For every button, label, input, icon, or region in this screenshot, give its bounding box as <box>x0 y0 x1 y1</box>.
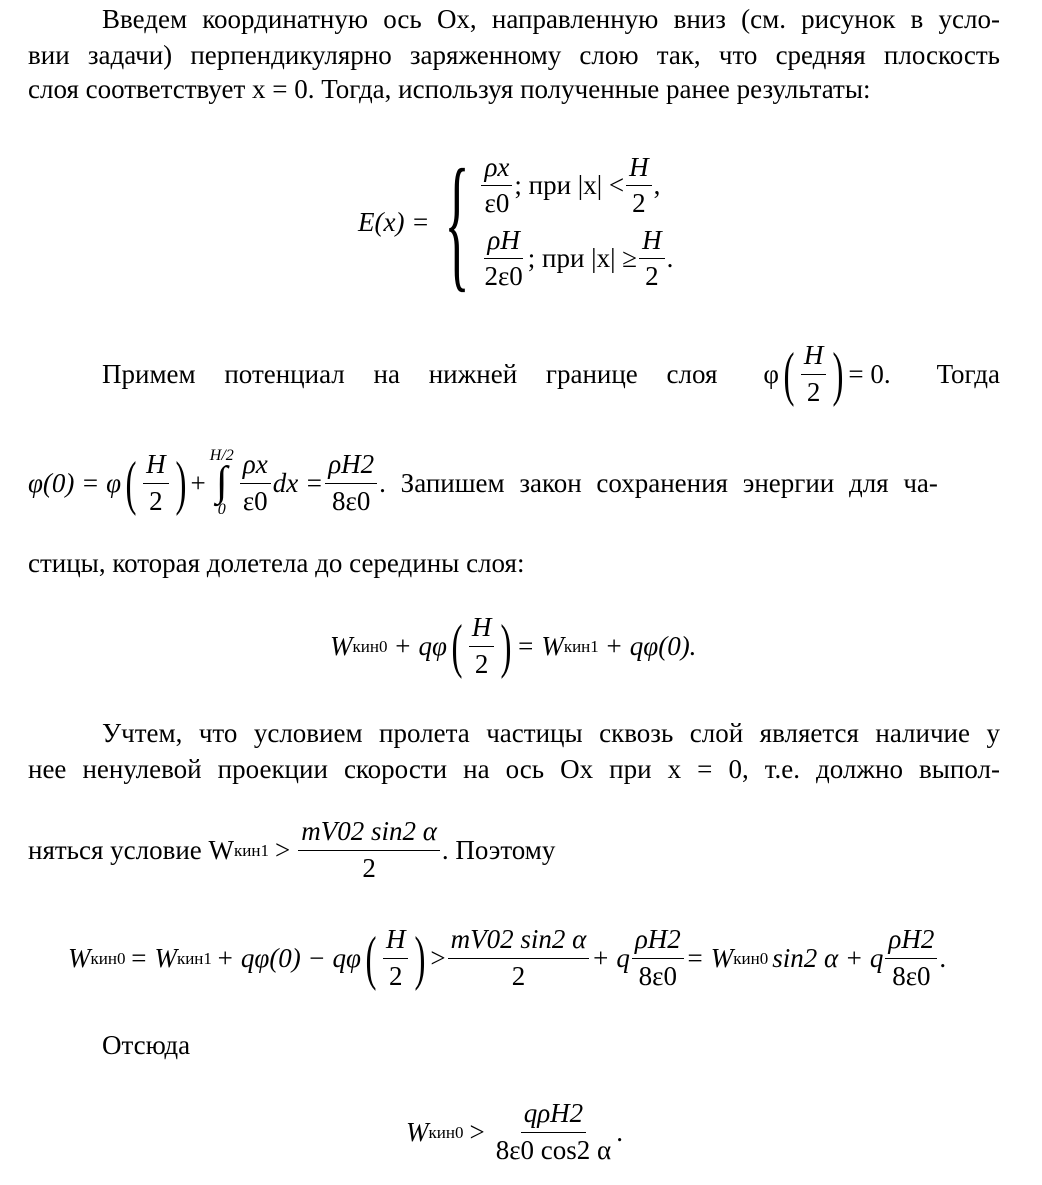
ineq-num3: ρH2 <box>632 924 684 958</box>
p3-denominator: 2 <box>149 485 163 516</box>
case1-denominator: ε0 <box>484 187 510 218</box>
p3-numerator: H <box>143 449 169 483</box>
paragraph-1-line-3: слоя соответствует x = 0. Тогда, используя полученные ранее результаты: <box>28 74 871 104</box>
paragraph-4: стицы, которая долетела до середины слоя: <box>28 548 525 578</box>
paragraph-3-text: . Запишем закон сохранения энергии для ча- <box>379 467 938 498</box>
paragraph-5-line-1: Учтем, что условием пролета частицы сквозь слой является наличие у <box>102 718 1000 748</box>
integral <box>210 448 234 518</box>
paragraph-1-line-1: Введем координатную ось Ox, направленную вниз (см. рисунок в усло- <box>102 4 1000 34</box>
final-lhs-sub: кин0 <box>428 1122 464 1142</box>
case2-cond-denominator: 2 <box>645 261 659 292</box>
ineq-lhs-sub: кин0 <box>90 948 126 968</box>
p3-plus: + <box>190 467 206 498</box>
p5-post: . Поэтому <box>441 834 556 865</box>
final-denominator: 8ε0 cos2 α <box>495 1134 612 1165</box>
case1-end: , <box>653 169 661 200</box>
integrand-numerator: ρx <box>240 449 271 483</box>
paragraph-2-phi-expr <box>763 340 890 407</box>
ineq-gt: > <box>430 942 446 973</box>
energy-eq: = W <box>516 630 564 661</box>
p5-denominator: 2 <box>362 852 376 883</box>
case2-denominator: 2ε0 <box>484 261 523 292</box>
right-paren: ) <box>500 613 512 679</box>
case2-cond-numerator: H <box>639 225 665 259</box>
paragraph-6: Отсюда <box>102 1030 191 1060</box>
ineq-p2: + qφ(0) − qφ <box>215 942 361 973</box>
phi0-lhs: φ(0) = φ <box>28 467 122 498</box>
left-paren: ( <box>365 925 377 991</box>
integral-upper-limit: H/2 <box>209 447 234 465</box>
final-lhs: W <box>406 1116 429 1147</box>
integrand-denominator: ε0 <box>242 485 268 516</box>
p2-tail: = 0. <box>848 358 891 389</box>
equation-final <box>406 1092 623 1172</box>
equation-inequality <box>68 916 946 1000</box>
integral-lower-limit: 0 <box>217 500 226 518</box>
right-paren: ) <box>832 341 844 407</box>
ineq-eq2-sub: кин0 <box>733 948 769 968</box>
p5-numerator: mV02 sin2 α <box>298 816 440 850</box>
paragraph-1-line-2: вии задачи) перпендикулярно заряженному слою так, что средняя плоскость <box>28 40 1000 70</box>
ineq-sin: sin2 α + q <box>772 942 884 973</box>
energy-denominator: 2 <box>474 648 489 679</box>
paragraph-5-line-3 <box>28 812 555 888</box>
integral-sign: ∫ <box>216 459 228 506</box>
ineq-p1-sub: кин1 <box>176 948 212 968</box>
paragraph-3 <box>28 438 938 528</box>
case1-cond-numerator: H <box>626 152 652 186</box>
p5-pre: няться условие W <box>28 834 235 865</box>
phi-symbol: φ <box>763 358 779 389</box>
p2-denominator: 2 <box>806 376 821 407</box>
ineq-num1: H <box>383 924 409 958</box>
energy-w0: W <box>330 630 353 661</box>
left-paren: ( <box>125 450 137 516</box>
p2-numerator: H <box>801 340 827 374</box>
equation-energy <box>330 606 696 686</box>
left-paren: ( <box>783 341 795 407</box>
ineq-den3: 8ε0 <box>638 960 677 991</box>
equation-field-case-1 <box>479 152 673 219</box>
right-paren: ) <box>414 925 426 991</box>
ineq-p1: = W <box>129 942 177 973</box>
paragraph-2 <box>102 336 1000 412</box>
case1-cond-denominator: 2 <box>632 187 646 218</box>
final-gt: > <box>469 1116 485 1147</box>
ineq-den4: 8ε0 <box>892 960 931 991</box>
paragraph-5-line-2: нее ненулевой проекции скорости на ось Ox при x = 0, т.е. должно выпол- <box>28 754 1000 784</box>
p5-gt: > <box>274 834 291 865</box>
case2-condition: ; при |x| ≥ <box>527 243 638 274</box>
ineq-num4: ρH2 <box>885 924 937 958</box>
left-paren: ( <box>451 613 463 679</box>
paragraph-2-then: Тогда <box>936 358 1000 389</box>
equation-field-lhs: E(x) = <box>358 206 430 237</box>
ineq-plus-q: + q <box>591 942 630 973</box>
case2-end: . <box>666 243 674 274</box>
left-brace: { <box>444 139 471 305</box>
energy-plus-q-phi: + qφ <box>393 630 447 661</box>
equation-field-cases <box>479 152 673 292</box>
paragraph-2-text: Примем потенциал на нижней границе слоя <box>102 358 718 389</box>
energy-w1-sub: кин1 <box>563 636 599 656</box>
ineq-lhs: W <box>68 942 91 973</box>
p5-sub: кин1 <box>234 840 269 860</box>
p3-result-denominator: 8ε0 <box>332 485 371 516</box>
energy-w0-sub: кин0 <box>352 636 388 656</box>
ineq-end: . <box>939 942 947 973</box>
energy-tail: + qφ(0). <box>604 630 697 661</box>
ineq-den2: 2 <box>511 960 526 991</box>
equation-field-case-2 <box>479 225 673 292</box>
ineq-eq2: = W <box>685 942 734 973</box>
ineq-den1: 2 <box>388 960 403 991</box>
case2-numerator: ρH <box>484 225 522 259</box>
equation-field <box>358 139 674 305</box>
case1-numerator: ρx <box>481 152 512 186</box>
final-numerator: qρH2 <box>521 1098 586 1132</box>
p3-result-numerator: ρH2 <box>325 449 377 483</box>
case1-condition: ; при |x| < <box>514 169 625 200</box>
energy-numerator: H <box>469 612 495 646</box>
final-end: . <box>616 1116 623 1147</box>
right-paren: ) <box>175 450 187 516</box>
p3-dx: dx = <box>272 467 324 498</box>
ineq-num2: mV02 sin2 α <box>448 924 590 958</box>
